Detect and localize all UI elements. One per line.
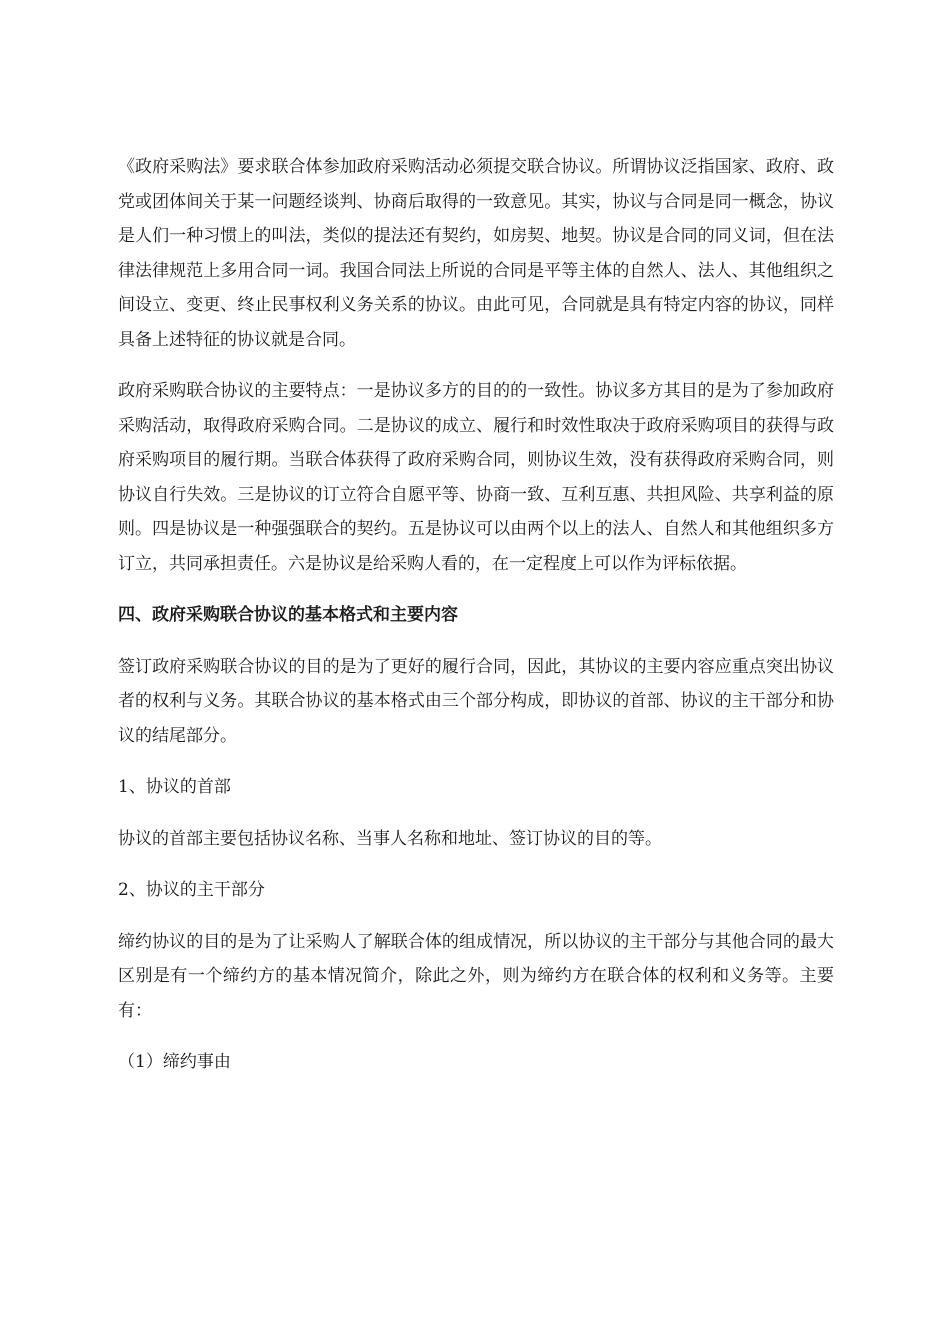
- paragraph-header-part: 协议的首部主要包括协议名称、当事人名称和地址、签订协议的目的等。: [118, 828, 662, 849]
- document-body: [118, 150, 834, 1097]
- paragraph-intro: 《政府采购法》要求联合体参加政府采购活动必须提交联合协议。所谓协议泛指国家、政府、政党或团体间关于某一问题经谈判、协商后取得的一致意见。其实，协议与合同是同一概念，协议是人们一种习惯上的叫法，类似的提法还有契约，如房契、地契。协议是合同的同义词，但在法律法律规范上多用合同一词。我国合同法上所说的合同是平等主体的自然人、法人、其他组织之间设立、变更、终止民事权利义务关系的协议。由此可见，合同就是具有特定内容的协议，同样具备上述特征的协议就是合同。: [118, 157, 834, 350]
- subheading-main-part: 2、协议的主干部分: [118, 880, 265, 900]
- paragraph-features: 政府采购联合协议的主要特点：一是协议多方的目的的一致性。协议多方其目的是为了参加政府采购活动，取得政府采购合同。二是协议的成立、履行和时效性取决于政府采购项目的获得与政府采购项目的履行期。当联合体获得了政府采购合同，则协议生效，没有获得政府采购合同，则协议自行失效。三是协议的订立符合自愿平等、协商一致、互利互惠、共担风险、共享利益的原则。四是协议是一种强强联合的契约。五是协议可以由两个以上的法人、自然人和其他组织多方订立，共同承担责任。六是协议是给采购人看的，在一定程度上可以作为评标依据。: [118, 381, 834, 574]
- section-heading-4: 四、政府采购联合协议的基本格式和主要内容: [118, 605, 458, 625]
- paragraph-format: 签订政府采购联合协议的目的是为了更好的履行合同，因此，其协议的主要内容应重点突出协议者的权利与义务。其联合协议的基本格式由三个部分构成，即协议的首部、协议的主干部分和协议的结尾部分。: [118, 656, 834, 746]
- subheading-header-part: 1、协议的首部: [118, 777, 231, 797]
- list-item-reason: （1）缔约事由: [118, 1052, 231, 1072]
- paragraph-main-part: 缔约协议的目的是为了让采购人了解联合体的组成情况，所以协议的主干部分与其他合同的最大区别是有一个缔约方的基本情况简介，除此之外，则为缔约方在联合体的权利和义务等。主要有：: [118, 931, 834, 1021]
